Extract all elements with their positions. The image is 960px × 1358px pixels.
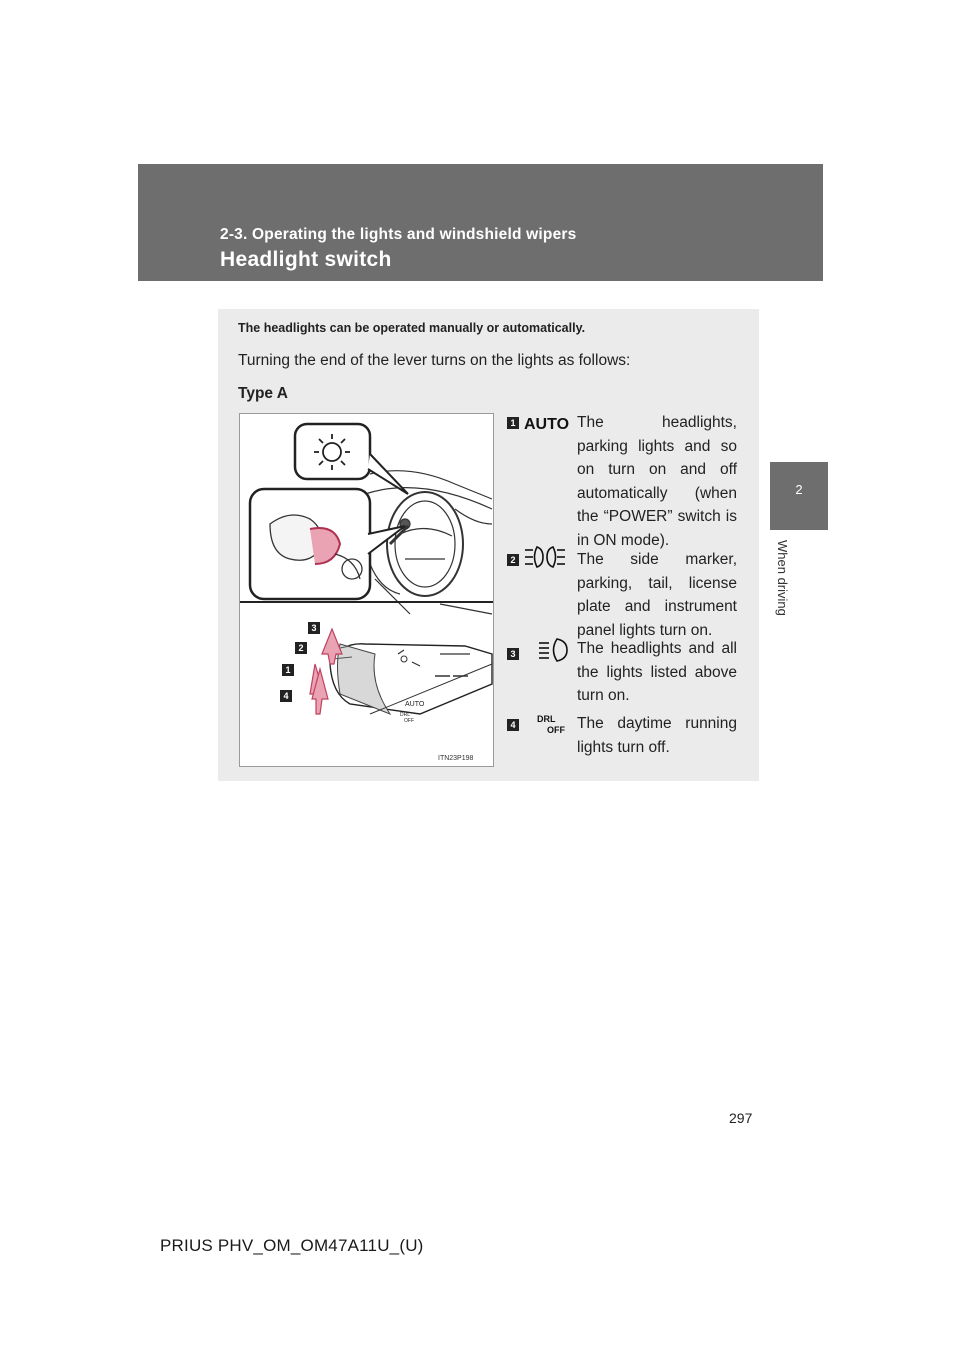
page-title: Headlight switch xyxy=(220,248,392,271)
document-footer: PRIUS PHV_OM_OM47A11U_(U) xyxy=(160,1236,424,1255)
light-bulb-callout xyxy=(295,424,408,494)
chapter-tab-number: 2 xyxy=(795,482,803,497)
list-item xyxy=(507,712,737,772)
chapter-header xyxy=(138,164,823,281)
drl-off-icon xyxy=(523,711,571,741)
list-item xyxy=(507,548,737,638)
content-panel xyxy=(218,309,759,781)
item-description: The headlights, parking lights and so on turn on and off automatically (when the “POWER” switch is in ON mode). xyxy=(577,414,737,549)
item-number-badge: 2 xyxy=(507,554,519,566)
callout-label: 3 xyxy=(311,623,317,633)
chapter-tab-label xyxy=(776,540,794,630)
side-marker-lights-icon xyxy=(523,542,571,572)
figure-code: ITN23P198 xyxy=(438,755,474,762)
type-label: Type A xyxy=(238,385,288,402)
illustration-drawing xyxy=(240,414,493,766)
callout-label: 1 xyxy=(285,665,291,675)
chapter-tab xyxy=(770,462,828,530)
svg-text:DRL: DRL xyxy=(537,714,556,724)
item-description: The headlights and all the lights listed above turn on. xyxy=(577,640,737,704)
lever-drawing xyxy=(330,644,492,724)
item-number-badge: 4 xyxy=(507,719,519,731)
item-description: The daytime running lights turn off. xyxy=(577,715,737,756)
lever-drl-label: DRL xyxy=(400,712,411,718)
list-item xyxy=(507,637,737,707)
list-item xyxy=(507,411,737,551)
headlights-icon xyxy=(523,635,571,665)
page-number: 297 xyxy=(729,1110,753,1126)
svg-text:OFF: OFF xyxy=(547,725,565,735)
svg-text:AUTO: AUTO xyxy=(524,416,570,433)
callout-label: 2 xyxy=(298,643,304,653)
item-number-badge: 3 xyxy=(507,648,519,660)
lever-off-label: OFF xyxy=(404,718,414,724)
lever-auto-label: AUTO xyxy=(405,701,425,708)
item-number-badge: 1 xyxy=(507,417,519,429)
item-description: The side marker, parking, tail, license plate and instrument panel lights turn on. xyxy=(577,551,737,639)
headlight-lever-illustration xyxy=(239,413,494,767)
intro-text: Turning the end of the lever turns on the lights as follows: xyxy=(238,352,631,369)
section-heading: 2-3. Operating the lights and windshield wipers xyxy=(220,226,577,243)
chapter-tab-label-text: When driving xyxy=(775,540,790,616)
intro-bold-text: The headlights can be operated manually or automatically. xyxy=(238,321,586,335)
auto-icon xyxy=(523,409,571,439)
callout-label: 4 xyxy=(283,691,289,701)
